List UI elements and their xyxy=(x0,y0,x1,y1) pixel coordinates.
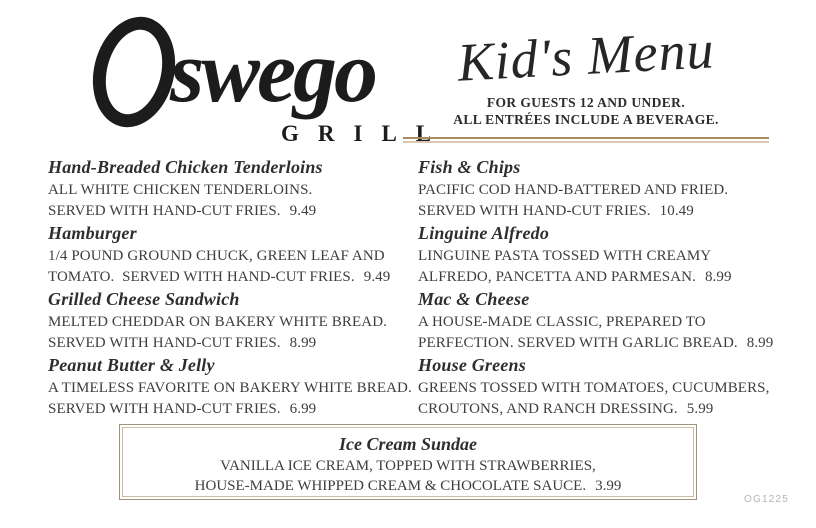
menu-item xyxy=(418,156,772,222)
menu-item-name: Hamburger xyxy=(48,223,137,243)
menu-item-desc-text: SERVED WITH HAND-CUT FRIES. xyxy=(48,335,281,351)
brand-grill-label: GRILL xyxy=(281,121,451,146)
menu-title: Kid's Menu xyxy=(456,19,716,93)
menu-item xyxy=(418,288,772,354)
menu-item-desc xyxy=(48,201,418,222)
menu-item-desc-text: SERVED WITH HAND-CUT FRIES. xyxy=(48,401,281,417)
menu-item-price: 10.49 xyxy=(659,203,694,219)
menu-item-price: 9.49 xyxy=(289,203,317,219)
menu-item-price: 8.99 xyxy=(704,269,732,285)
menu-item-desc-text: MELTED CHEDDAR ON BAKERY WHITE BREAD. xyxy=(48,314,387,330)
menu-grid xyxy=(48,156,788,420)
menu-item-name: Grilled Cheese Sandwich xyxy=(48,289,240,309)
brand-logo xyxy=(94,12,451,146)
menu-item-desc-text: CROUTONS, AND RANCH DRESSING. xyxy=(418,401,678,417)
menu-item-desc-text: SERVED WITH HAND-CUT FRIES. xyxy=(48,203,281,219)
menu-item-desc-text: ALFREDO, PANCETTA AND PARMESAN. xyxy=(418,269,696,285)
menu-item-desc xyxy=(418,378,772,399)
menu-item-price: 5.99 xyxy=(686,401,714,417)
menu-item-desc xyxy=(48,267,418,288)
featured-item-desc-text: VANILLA ICE CREAM, TOPPED WITH STRAWBERRIES, xyxy=(220,458,596,474)
menu-item-desc-text: A HOUSE-MADE CLASSIC, PREPARED TO xyxy=(418,314,706,330)
menu-item-desc-text: ALL WHITE CHICKEN TENDERLOINS. xyxy=(48,182,313,198)
menu-item-desc-text: PERFECTION. SERVED WITH GARLIC BREAD. xyxy=(418,335,738,351)
menu-code: OG1225 xyxy=(744,494,790,505)
menu-item xyxy=(48,354,418,420)
menu-item-desc xyxy=(418,201,772,222)
menu-column-left xyxy=(48,156,418,420)
menu-item-desc xyxy=(418,333,772,354)
menu-item-desc xyxy=(418,267,772,288)
menu-item-desc xyxy=(48,333,418,354)
menu-item-desc xyxy=(418,312,772,333)
menu-item xyxy=(48,288,418,354)
menu-item-desc xyxy=(48,180,418,201)
menu-item-price: 9.49 xyxy=(363,269,391,285)
menu-item-desc-text: TOMATO. SERVED WITH HAND-CUT FRIES. xyxy=(48,269,355,285)
menu-item-price: 8.99 xyxy=(289,335,317,351)
menu-item-desc xyxy=(48,246,418,267)
menu-item-desc xyxy=(418,399,772,420)
menu-item-name: Linguine Alfredo xyxy=(418,223,550,243)
featured-item-box xyxy=(119,424,697,500)
featured-item-desc-text: HOUSE-MADE WHIPPED CREAM & CHOCOLATE SAUCE. xyxy=(194,478,587,494)
menu-item-desc xyxy=(48,312,418,333)
menu-item-desc-text: A TIMELESS FAVORITE ON BAKERY WHITE BREAD. xyxy=(48,380,412,396)
featured-item-desc xyxy=(123,456,693,476)
menu-item-name: Peanut Butter & Jelly xyxy=(48,355,215,375)
menu-header xyxy=(403,18,769,143)
menu-item xyxy=(48,156,418,222)
menu-item-desc-text: PACIFIC COD HAND-BATTERED AND FRIED. xyxy=(418,182,729,198)
menu-item xyxy=(48,222,418,288)
menu-item-price: 8.99 xyxy=(746,335,774,351)
menu-subtitle-line-2: ALL ENTRÉES INCLUDE A BEVERAGE. xyxy=(453,112,719,127)
featured-item-name: Ice Cream Sundae xyxy=(338,434,477,454)
menu-item-name: Fish & Chips xyxy=(418,157,521,177)
menu-item xyxy=(418,354,772,420)
menu-item xyxy=(418,222,772,288)
menu-item-name: Hand-Breaded Chicken Tenderloins xyxy=(48,157,323,177)
featured-item-desc xyxy=(123,476,693,496)
menu-item-desc xyxy=(48,399,418,420)
menu-item-desc-text: GREENS TOSSED WITH TOMATOES, CUCUMBERS, xyxy=(418,380,770,396)
menu-item-name: House Greens xyxy=(418,355,526,375)
menu-item-price: 6.99 xyxy=(289,401,317,417)
menu-item-desc-text: LINGUINE PASTA TOSSED WITH CREAMY xyxy=(418,248,712,264)
brand-name-script: swego xyxy=(170,24,375,121)
menu-item-desc xyxy=(418,246,772,267)
featured-item-inner-border xyxy=(122,427,694,497)
menu-item-name: Mac & Cheese xyxy=(418,289,530,309)
menu-column-right xyxy=(418,156,772,420)
menu-item-desc xyxy=(418,180,772,201)
menu-subtitle-line-1: FOR GUESTS 12 AND UNDER. xyxy=(486,95,686,110)
menu-item-desc-text: 1/4 POUND GROUND CHUCK, GREEN LEAF AND xyxy=(48,248,385,264)
menu-item-desc xyxy=(48,378,418,399)
menu-item-desc-text: SERVED WITH HAND-CUT FRIES. xyxy=(418,203,651,219)
header-divider xyxy=(403,137,769,143)
featured-item-price: 3.99 xyxy=(595,478,622,494)
